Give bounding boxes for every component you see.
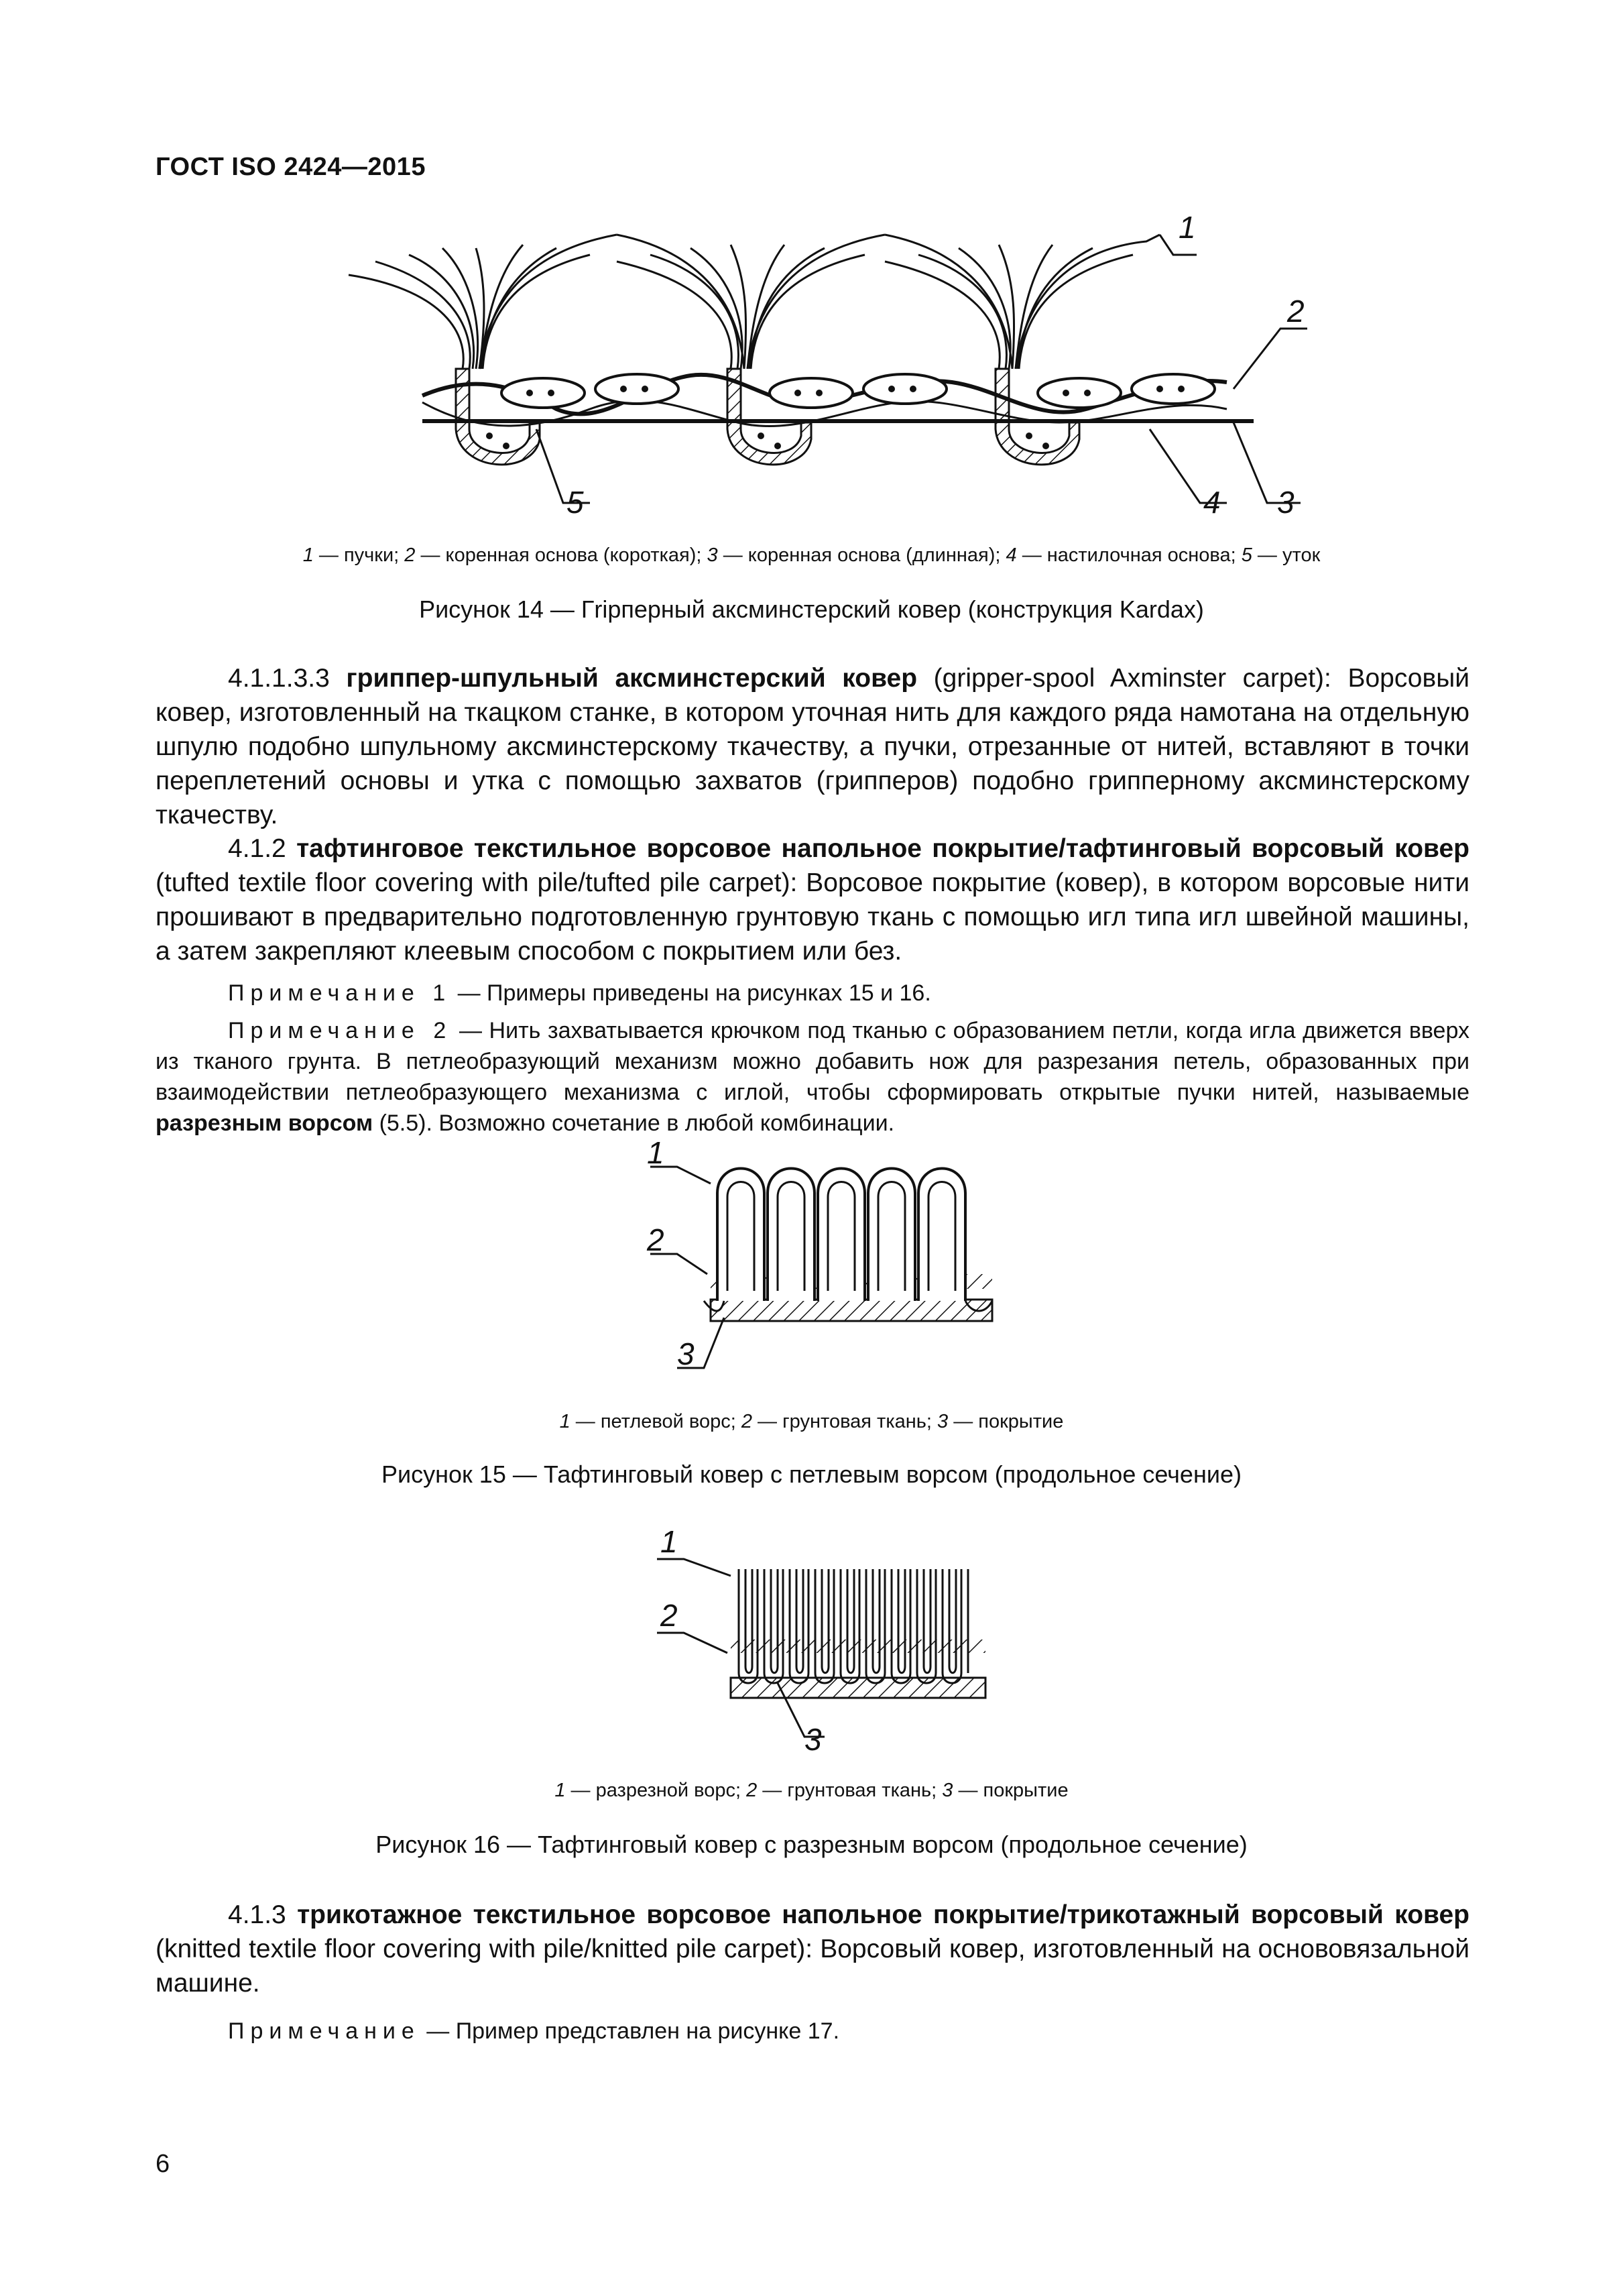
figure-15-legend: 1 — петлевой ворс; 2 — грунтовая ткань; 3 — покрытие bbox=[559, 1411, 1064, 1432]
figure-14-caption: Рисунок 14 — Гripперный аксминстерский ковер (конструкция Kardax) bbox=[419, 595, 1204, 623]
fig16-label-2: 2 bbox=[660, 1598, 678, 1633]
figure-14-drawing bbox=[335, 208, 1354, 523]
fig16-label-1: 1 bbox=[660, 1524, 678, 1559]
paragraph-4-1-2: 4.1.2 тафтинговое текстильное ворсовое напольное покрытие/тафтинговый ворсовый ковер (tufted textile floor covering with pile/tufted pile carpet): Ворсовое покрытие (ковер), в котором ворсовые нити прошивают в предварительно подготовленную грунтовую ткань с помощью игл типа игл швейной машины, а затем закрепляют клеевым способом с покрытием или без. bbox=[156, 834, 1469, 966]
fig14-label-5: 5 bbox=[566, 485, 584, 520]
fig15-label-1: 1 bbox=[647, 1135, 664, 1170]
document-header: ГОСТ ISO 2424—2015 bbox=[156, 153, 426, 181]
cut-pile bbox=[739, 1569, 968, 1683]
fig14-label-4: 4 bbox=[1203, 485, 1221, 520]
note-1: Примечание 1 — Примеры приведены на рисунках 15 и 16. bbox=[228, 980, 931, 1006]
figure-14-legend: 1 — пучки; 2 — коренная основа (короткая); 3 — коренная основа (длинная); 4 — настилочная основа; 5 — уток bbox=[302, 544, 1321, 566]
fig14-label-2: 2 bbox=[1287, 294, 1305, 329]
figure-15-drawing bbox=[623, 1135, 1053, 1401]
fig14-label-3: 3 bbox=[1277, 485, 1295, 520]
figure-16-drawing bbox=[644, 1522, 1019, 1764]
note-2: Примечание 2 — Нить захватывается крючком под тканью с образованием петли, когда игла движется вверх из тканого грунта. В петлеобразующий механизм можно добавить нож для разрезания петель, образованных при взаимодействии петлеобразующего механизма с иглой, чтобы сформировать открытые пучки нитей, называемые разрезным ворсом (5.5). Возможно сочетание в любой комбинации. bbox=[156, 1018, 1469, 1136]
fig15-label-2: 2 bbox=[647, 1222, 664, 1257]
note-3: Примечание — Пример представлен на рисунке 17. bbox=[228, 2018, 840, 2044]
paragraph-4-1-3: 4.1.3 трикотажное текстильное ворсовое напольное покрытие/трикотажный ворсовый ковер (knitted textile floor covering with pile/knitted pile carpet): Ворсовый ковер, изготовленный на основовязальной машине. bbox=[156, 1900, 1470, 1998]
fig14-label-1: 1 bbox=[1179, 210, 1196, 245]
paragraph-4-1-1-3-3: 4.1.1.3.3 гриппер-шпульный аксминстерский ковер (gripper-spool Axminster carpet): Ворсовый ковер, изготовленный на ткацком станке, в котором уточная нить для каждого ряда намотана на отдельную шпулю подобно шпульному аксминстерскому ткачеству, а пучки, отрезанные от нитей, вставляют в точки переплетений основы и утка с помощью захватов (грипперов) подобно грипперному аксминстерскому ткачеству. bbox=[156, 664, 1470, 829]
tufts bbox=[349, 235, 1160, 369]
fig15-label-3: 3 bbox=[677, 1336, 695, 1371]
figure-16-caption: Рисунок 16 — Тафтинговый ковер с разрезным ворсом (продольное сечение) bbox=[375, 1831, 1248, 1858]
page-number: 6 bbox=[156, 2150, 170, 2178]
figure-16-legend: 1 — разрезной ворс; 2 — грунтовая ткань; 3 — покрытие bbox=[554, 1780, 1069, 1801]
figure-15-caption: Рисунок 15 — Тафтинговый ковер с петлевым ворсом (продольное сечение) bbox=[381, 1460, 1242, 1488]
fig16-label-3: 3 bbox=[804, 1722, 822, 1757]
